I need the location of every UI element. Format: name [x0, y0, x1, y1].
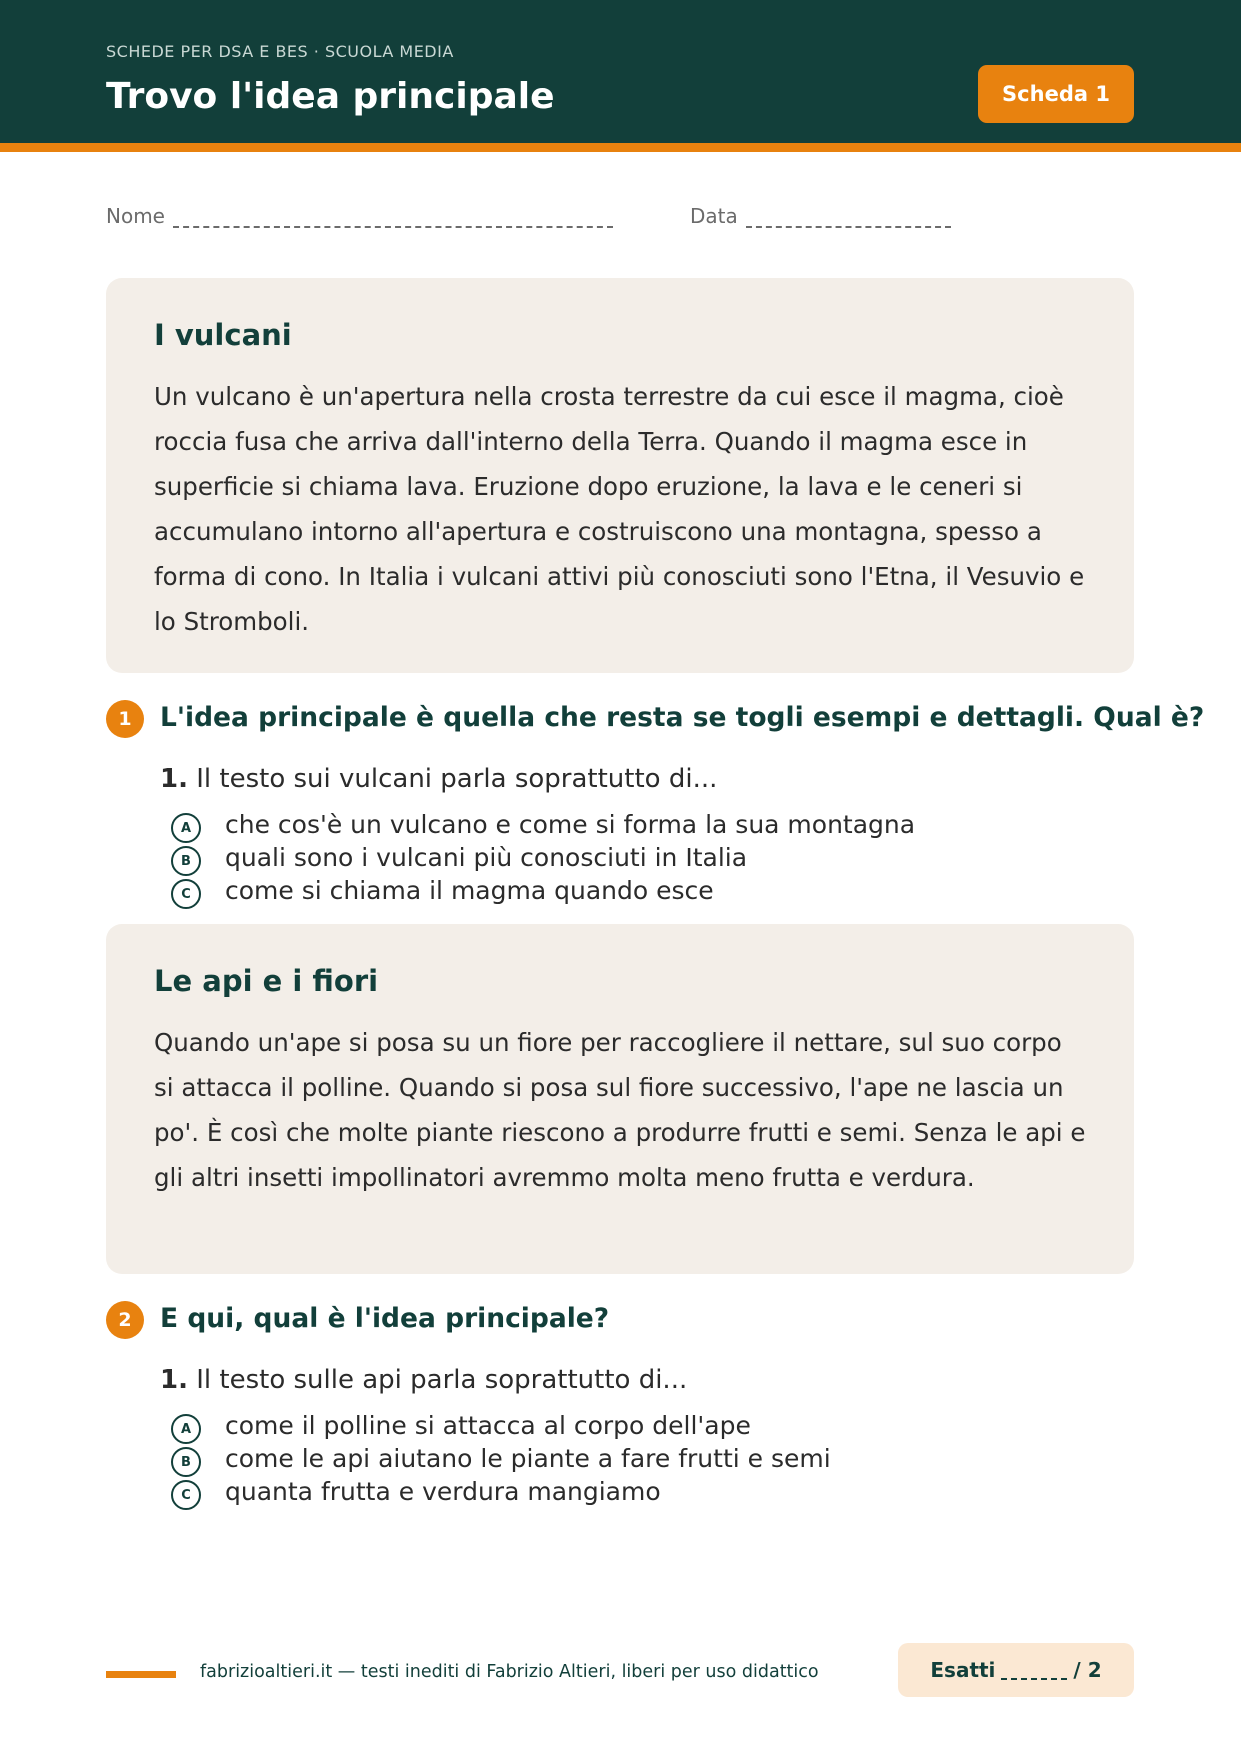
reading-text-volcanoes [106, 278, 1134, 673]
sheet-badge: Scheda 1 [978, 65, 1134, 123]
footer-credit: fabrizioaltieri.it — testi inediti di Fabrizio Altieri, liberi per uso didattico [200, 1662, 819, 1682]
item-number: 1. [160, 1365, 188, 1395]
option-text: quanta frutta e verdura mangiamo [225, 1477, 661, 1506]
option-letter-circle[interactable]: A [171, 1414, 201, 1444]
question-text: E qui, qual è l'idea principale? [160, 1303, 610, 1334]
score-label: Esatti [930, 1658, 996, 1682]
date-label: Data [690, 204, 738, 228]
option-letter-circle[interactable]: A [171, 813, 201, 843]
question-number-badge: 2 [106, 1301, 144, 1339]
date-field[interactable] [690, 204, 951, 228]
question-prompt [160, 764, 717, 794]
question-2 [106, 1301, 1146, 1506]
option-text: quali sono i vulcani più conosciuti in Italia [225, 843, 748, 872]
option-text: come le api aiutano le piante a fare frutti e semi [225, 1444, 831, 1473]
name-field[interactable] [106, 204, 613, 228]
option-letter-circle[interactable]: B [171, 1447, 201, 1477]
date-blank[interactable] [746, 204, 951, 228]
page-header [0, 0, 1241, 152]
reading-text-title: I vulcani [154, 318, 292, 352]
question-prompt [160, 1365, 687, 1395]
reading-text-body: Quando un'ape si posa su un fiore per raccogliere il nettare, sul suo corpo si attacca il polline. Quando si posa sul fiore successivo, l'ape ne lascia un po'. È così che molte piante riescono a produrre frutti e semi. Senza le api e gli altri insetti impollinatori avremmo molta meno frutta e verdura. [154, 1028, 1086, 1192]
footer-accent-bar [106, 1671, 176, 1678]
prompt-text: Il testo sui vulcani parla soprattutto di... [196, 764, 718, 794]
prompt-text: Il testo sulle api parla soprattutto di... [196, 1365, 688, 1395]
question-header [106, 1301, 1146, 1341]
question-number-badge: 1 [106, 700, 144, 738]
question-header [106, 700, 1205, 740]
reading-text-bees [106, 924, 1134, 1274]
option-letter-circle[interactable]: C [171, 879, 201, 909]
name-label: Nome [106, 204, 165, 228]
option-text: come si chiama il magma quando esce [225, 876, 714, 905]
reading-text-body: Un vulcano è un'apertura nella crosta terrestre da cui esce il magma, cioè roccia fusa che arriva dall'interno della Terra. Quando il magma esce in superficie si chiama lava. Eruzione dopo eruzione, la lava e le ceneri si accumulano intorno all'apertura e costruiscono una montagna, spesso a forma di cono. In Italia i vulcani attivi più conosciuti sono l'Etna, il Vesuvio e lo Stromboli. [154, 382, 1085, 636]
score-box [898, 1643, 1134, 1697]
series-label: SCHEDE PER DSA E BES · SCUOLA MEDIA [106, 42, 454, 61]
option-text: che cos'è un vulcano e come si forma la sua montagna [225, 810, 916, 839]
question-1 [106, 700, 1205, 905]
reading-text-title: Le api e i fiori [154, 964, 379, 998]
option-letter-circle[interactable]: B [171, 846, 201, 876]
score-total: / 2 [1073, 1658, 1102, 1682]
item-number: 1. [160, 764, 188, 794]
question-text: L'idea principale è quella che resta se togli esempi e dettagli. Qual è? [160, 702, 1205, 733]
option-letter-circle[interactable]: C [171, 1480, 201, 1510]
option-text: come il polline si attacca al corpo dell'ape [225, 1411, 751, 1440]
page-title: Trovo l'idea principale [106, 76, 555, 117]
score-blank[interactable] [1001, 1660, 1067, 1680]
name-blank[interactable] [173, 204, 613, 228]
